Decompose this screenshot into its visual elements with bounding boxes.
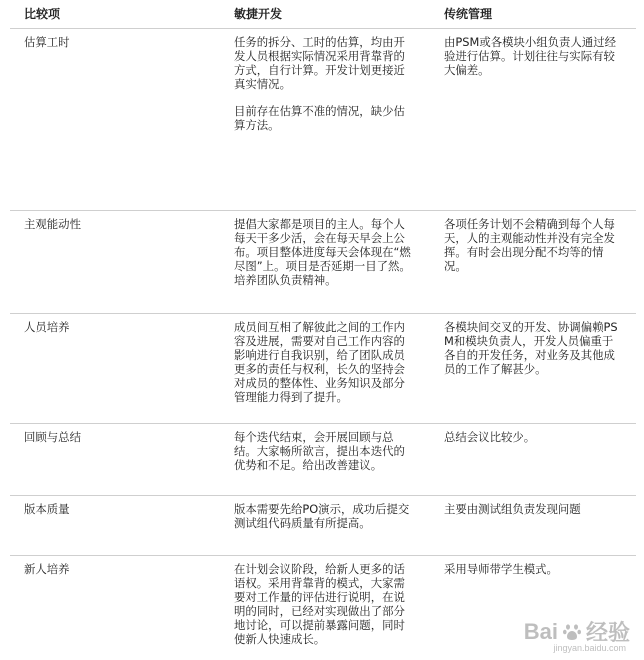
traditional-cell: 各模块间交叉的开发、协调偏赖PSM和模块负责人，开发人员偏重于各自的开发任务，对业务及其他成员的工作了解甚少。 [430,314,636,424]
watermark-logo-tail: 经验 [586,616,630,647]
item-cell: 人员培养 [10,314,220,424]
agile-cell [220,556,430,660]
traditional-cell: 各项任务计划不会精确到每个人每天，人的主观能动性并没有完全发挥。有时会出现分配不均等的情况。 [430,211,636,314]
item-cell: 主观能动性 [10,211,220,314]
agile-cell [220,211,430,314]
traditional-cell: 采用导师带学生模式。 [430,556,636,660]
agile-text: 每个迭代结束，会开展回顾与总结。大家畅所欲言，提出本迭代的优势和不足。给出改善建议。 [234,430,416,472]
table-row [10,29,636,211]
agile-text: 提倡大家都是项目的主人。每个人每天干多少活，会在每天早会上公布。项目整体进度每天会体现在“燃尽图”上。项目是否延期一目了然。培养团队负责精神。 [234,217,416,287]
item-cell: 版本质量 [10,496,220,556]
traditional-cell: 总结会议比较少。 [430,424,636,496]
table-row [10,211,636,314]
table-row [10,424,636,496]
header-agile: 敏捷开发 [220,0,430,29]
agile-cell [220,424,430,496]
paw-icon [562,622,582,642]
item-cell: 估算工时 [10,29,220,211]
watermark-logo: Bai [524,619,558,645]
header-traditional: 传统管理 [430,0,636,29]
baidu-jingyan-watermark [524,616,630,647]
agile-text: 在计划会议阶段，给新人更多的话语权。采用背靠背的模式，大家需要对工作量的评估进行说明，在说明的同时，已经对实现做出了部分地讨论，可以提前暴露问题，同时使新人快速成长。 [234,562,416,646]
agile-text: 版本需要先给PO演示，成功后提交测试组代码质量有所提高。 [234,502,416,530]
table-row [10,314,636,424]
item-cell: 回顾与总结 [10,424,220,496]
agile-cell [220,29,430,211]
agile-text: 任务的拆分、工时的估算，均由开发人员根据实际情况采用背靠背的方式，自行计算。开发计划更接近真实情况。 [234,35,416,91]
watermark-url: jingyan.baidu.com [553,643,626,653]
agile-text: 目前存在估算不准的情况，缺少估算方法。 [234,104,416,132]
agile-text: 成员间互相了解彼此之间的工作内容及进展，需要对自己工作内容的影响进行自我识别，给了团队成员更多的责任与权利，长久的坚持会对成员的整体性、业务知识及部分管理能力得到了提升。 [234,320,416,404]
traditional-cell: 由PSM或各模块小组负责人通过经验进行估算。计划往往与实际有较大偏差。 [430,29,636,211]
agile-cell [220,314,430,424]
agile-cell [220,496,430,556]
traditional-cell: 主要由测试组负责发现问题 [430,496,636,556]
header-item: 比较项 [10,0,220,29]
item-cell: 新人培养 [10,556,220,660]
table-header-row [10,0,636,29]
comparison-table [10,0,636,660]
table-row [10,496,636,556]
